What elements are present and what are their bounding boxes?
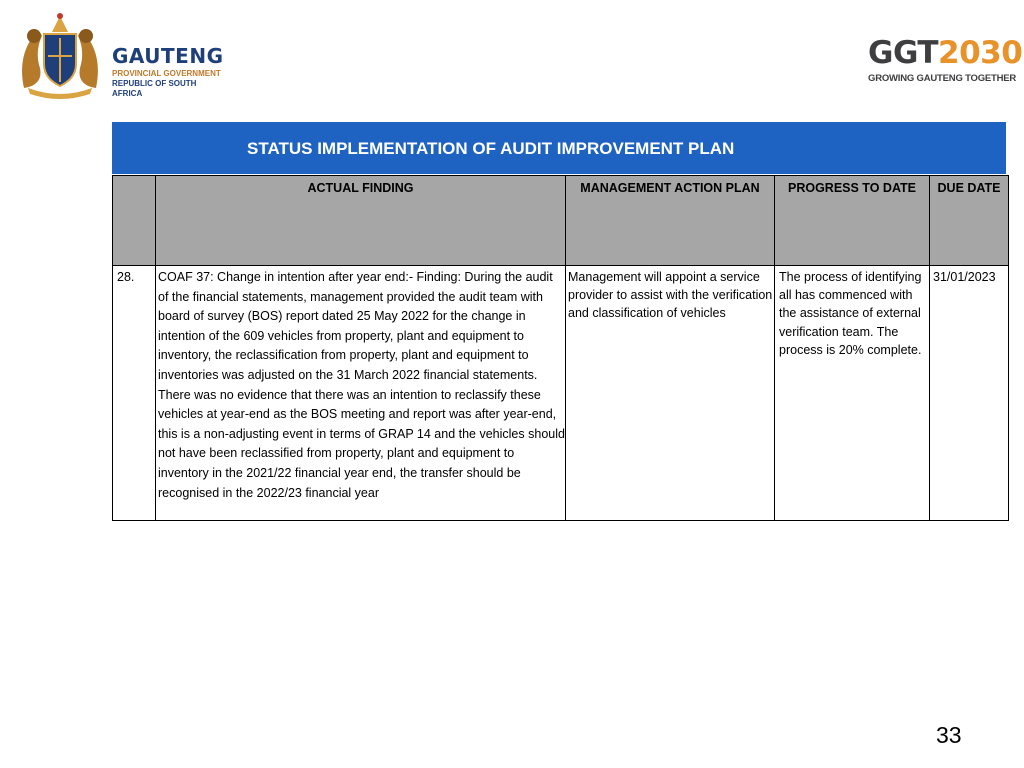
slide-title-banner (112, 122, 1006, 174)
ggt-logo-part1: GGT (868, 35, 938, 71)
row-actual-finding: COAF 37: Change in intention after year end:- Finding: During the audit of the financial statements, management provided the audit team with board of survey (BOS) report dated 25 May 2022 for the change in intention of the 609 vehicles from property, plant and equipment to inventory, the reclassification from property, plant and equipment to inventories was adjusted on the 31 March 2022 financial statements. There was no evidence that there was an intention to reclassify these vehicles at year-end as the BOS meeting and report was after year-end, this is a non-adjusting event in terms of GRAP 14 and the vehicles should not have been reclassified from property, plant and equipment to inventory in the 2021/22 financial year end, the transfer should be recognised in the 2022/23 financial year (156, 266, 566, 521)
gauteng-logo (14, 8, 224, 100)
ggt-logo-part2: 2030 (938, 35, 1023, 71)
coat-of-arms-icon (14, 8, 106, 100)
header-number (113, 176, 156, 266)
row-number: 28. (113, 266, 156, 521)
row-due-date: 31/01/2023 (930, 266, 1009, 521)
audit-plan-table (112, 175, 1009, 521)
table-header-row (113, 176, 1009, 266)
gauteng-logo-name: GAUTENG (112, 44, 224, 68)
table-row (113, 266, 1009, 521)
header-due-date: DUE DATE (930, 176, 1009, 266)
header-progress-to-date: PROGRESS TO DATE (775, 176, 930, 266)
ggt2030-logo (868, 35, 1023, 96)
row-management-action-plan: Management will appoint a service provider to assist with the verification and classification of vehicles (566, 266, 775, 521)
ggt-logo-tagline: GROWING GAUTENG TOGETHER (868, 73, 1017, 84)
header-management-action-plan: MANAGEMENT ACTION PLAN (566, 176, 775, 266)
slide-title: STATUS IMPLEMENTATION OF AUDIT IMPROVEMENT PLAN (247, 139, 735, 158)
page-number: 33 (936, 722, 962, 748)
header-actual-finding: ACTUAL FINDING (156, 176, 566, 266)
gauteng-logo-line1: PROVINCIAL GOVERNMENT (112, 69, 221, 78)
gauteng-logo-line2: REPUBLIC OF SOUTH AFRICA (112, 79, 197, 98)
row-progress-to-date: The process of identifying all has commenced with the assistance of external verification team. The process is 20% complete. (775, 266, 930, 521)
